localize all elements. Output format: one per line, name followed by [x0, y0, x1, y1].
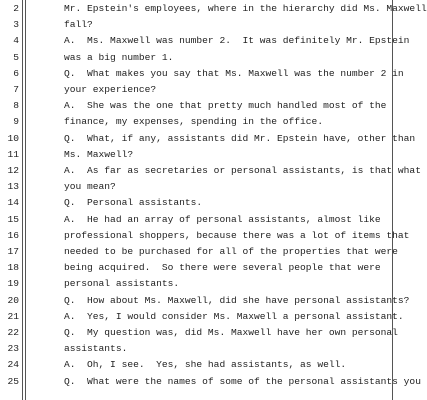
line-number: 2: [13, 3, 19, 14]
transcript-line: [0, 82, 400, 98]
line-number: 9: [13, 116, 19, 128]
transcript-line: [0, 212, 400, 228]
line-text: being acquired. So there were several people that were: [64, 262, 381, 274]
line-text: finance, my expenses, spending in the office.: [64, 116, 324, 128]
line-text: Q. How about Ms. Maxwell, did she have personal assistants?: [64, 294, 410, 306]
line-text: personal assistants.: [64, 278, 180, 290]
line-text: A. Yes, I would consider Ms. Maxwell a personal assistant.: [64, 310, 404, 322]
transcript-line: [0, 179, 400, 195]
line-number: 17: [7, 246, 19, 257]
line-text: Q. Personal assistants.: [64, 197, 203, 209]
transcript-line: [0, 33, 410, 49]
line-number: 19: [7, 278, 19, 290]
line-text: needed to be purchased for all of the properties that were: [64, 246, 398, 257]
line-number: 22: [7, 327, 19, 338]
line-number: 21: [7, 310, 19, 322]
transcript-line: [0, 244, 400, 260]
line-number: 23: [7, 343, 19, 355]
transcript-line: [0, 374, 421, 390]
line-number: 4: [13, 35, 19, 47]
line-text: Q. What were the names of some of the personal assistants you: [64, 375, 421, 387]
line-text: was a big number 1.: [64, 51, 174, 63]
line-text: A. She was the one that pretty much handled most of the: [64, 100, 387, 112]
line-text: your experience?: [64, 84, 157, 95]
transcript-line: [0, 341, 400, 357]
line-number: 5: [13, 51, 19, 63]
line-number: 3: [13, 19, 19, 31]
line-text: Q. My question was, did Ms. Maxwell have her own personal: [64, 327, 398, 338]
line-text: assistants.: [64, 343, 128, 355]
transcript-line: [0, 147, 400, 163]
line-number: 14: [7, 197, 19, 209]
line-text: Q. What makes you say that Ms. Maxwell was the number 2 in: [64, 67, 404, 79]
line-text: Mr. Epstein's employees, where in the hierarchy did Ms. Maxwell: [64, 3, 427, 14]
line-number: 7: [13, 84, 19, 95]
line-text: A. He had an array of personal assistants, almost like: [64, 213, 381, 225]
line-number: 20: [7, 294, 19, 306]
line-text: Ms. Maxwell?: [64, 148, 134, 160]
line-number: 18: [7, 262, 19, 274]
transcript-line: [0, 260, 400, 276]
line-text: fall?: [64, 19, 93, 31]
transcript-line: [0, 228, 410, 244]
line-text: professional shoppers, because there was a lot of items that: [64, 229, 410, 241]
line-number: 6: [13, 67, 19, 79]
line-text: A. As far as secretaries or personal assistants, is that what: [64, 165, 421, 176]
transcript-line: [0, 293, 410, 309]
line-number: 10: [7, 132, 19, 144]
line-number: 11: [7, 148, 19, 160]
line-number: 25: [7, 375, 19, 387]
transcript-line: [0, 276, 400, 292]
line-number: 12: [7, 165, 19, 176]
transcript-line: [0, 1, 427, 17]
transcript-line: [0, 50, 400, 66]
line-text: A. Oh, I see. Yes, she had assistants, as well.: [64, 359, 347, 371]
transcript-line: [0, 325, 400, 341]
line-number: 13: [7, 181, 19, 193]
line-number: 8: [13, 100, 19, 112]
line-text: A. Ms. Maxwell was number 2. It was definitely Mr. Epstein: [64, 35, 410, 47]
transcript-line: [0, 98, 400, 114]
line-number: 24: [7, 359, 19, 371]
transcript-line: [0, 163, 421, 179]
line-number: 15: [7, 213, 19, 225]
transcript-line: [0, 195, 400, 211]
line-text: you mean?: [64, 181, 116, 193]
transcript-line: [0, 114, 400, 130]
transcript-line: [0, 131, 416, 147]
transcript-line: [0, 309, 404, 325]
transcript-line: [0, 357, 400, 373]
line-text: Q. What, if any, assistants did Mr. Epstein have, other than: [64, 132, 416, 144]
transcript-line: [0, 66, 404, 82]
transcript-line: [0, 17, 400, 33]
line-number: 16: [7, 229, 19, 241]
